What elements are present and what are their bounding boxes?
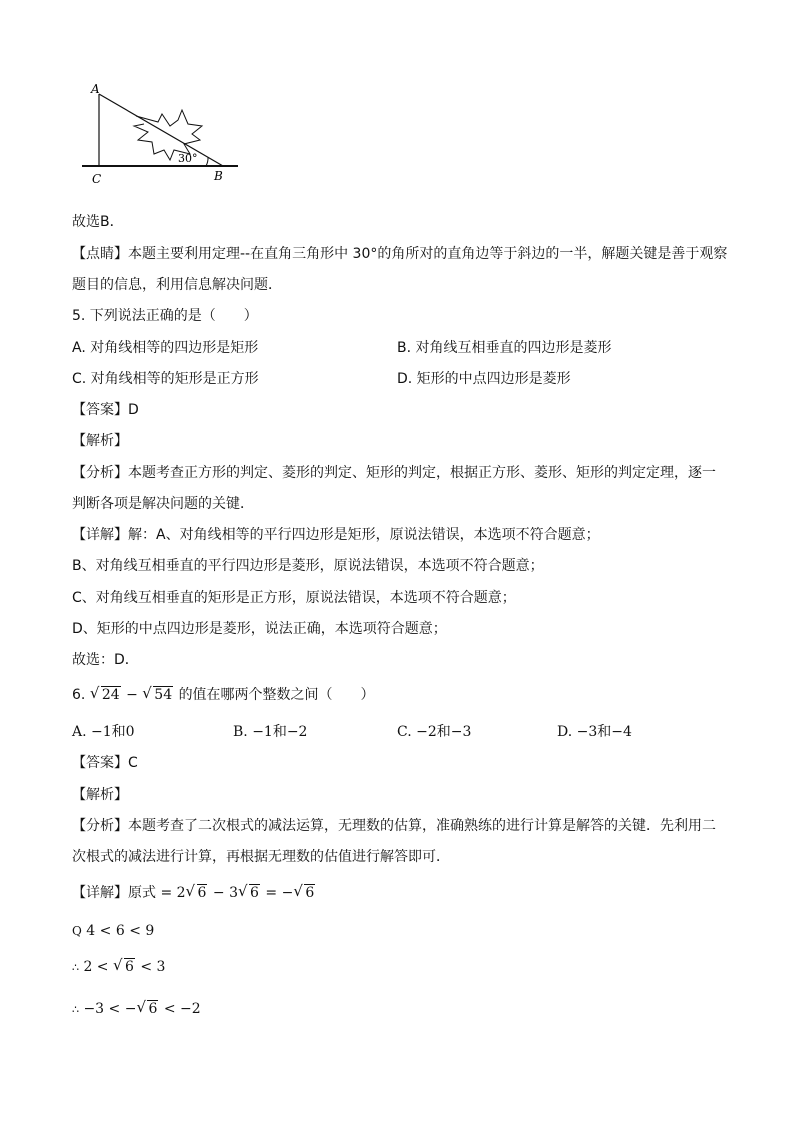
question-5: 5. 下列说法正确的是（ ） [72,308,258,324]
triangle-figure [78,80,248,190]
q6-answer: 【答案】C [72,755,138,771]
q6-analysis-2: 次根式的减法进行计算，再根据无理数的估值进行解答即可． [72,849,450,865]
q5-conclusion: 故选：D． [72,652,139,668]
therefore-symbol: ∴ [72,961,79,974]
q5-detail-1: 【详解】解：A、对角线相等的平行四边形是矩形，原说法错误，本选项不符合题意； [72,527,600,543]
q5-detail-2: B、对角线互相垂直的平行四边形是菱形，原说法错误，本选项不符合题意； [72,558,544,574]
conclusion-line: 故选B． [72,214,124,230]
radical-6d: √ 6 [113,956,134,975]
question-6 [72,686,375,704]
therefore-symbol-2: ∴ [72,1003,79,1016]
angle-label: 30° [178,152,198,165]
q6-text: 的值在哪两个整数之间（ ） [178,687,375,703]
q6-option-a: A. −1和0 [72,724,135,740]
label-a: A [91,82,100,96]
q6-number: 6. [72,687,86,703]
q5-analysis-1: 【分析】本题考查正方形的判定、菱形的判定、矩形的判定，根据正方形、菱形、矩形的判定定理，逐一 [72,465,716,481]
radical-6c: √ 6 [293,882,315,901]
q6-detail-4: ∴ −3 < − √ 6 < −2 [72,998,201,1017]
q5-option-b: B. 对角线互相垂直的四边形是菱形 [397,340,612,356]
q6-radical-2: √ 54 [142,684,173,703]
q6-option-d: D. −3和−4 [557,724,632,740]
q6-minus: − [126,687,138,703]
q6-option-b: B. −1和−2 [233,724,308,740]
radical-6e: √ 6 [136,998,158,1017]
q6-analysis-heading: 【解析】 [72,787,128,803]
q5-option-a: A. 对角线相等的四边形是矩形 [72,340,259,356]
q6-detail-3: ∴ 2 < √ 6 < 3 [72,956,166,975]
q5-detail-4: D、矩形的中点四边形是菱形，说法正确，本选项符合题意； [72,621,447,637]
angle-arc [206,157,208,166]
q5-option-d: D. 矩形的中点四边形是菱形 [397,371,571,387]
because-symbol: Q [72,924,82,938]
label-c: C [92,172,102,186]
comment-line-1: 【点睛】本题主要利用定理--在直角三角形中 30°的角所对的直角边等于斜边的一半，解题关键是善于观察 [72,246,728,262]
side-ab [99,94,223,166]
q6-analysis-1: 【分析】本题考查了二次根式的减法运算，无理数的估算，准确熟练的进行计算是解答的关键．先利用二 [72,818,716,834]
q5-analysis-heading: 【解析】 [72,433,128,449]
comment-line-2: 题目的信息，利用信息解决问题． [72,277,282,293]
label-b: B [214,169,223,183]
q5-detail-3: C、对角线互相垂直的矩形是正方形，原说法错误，本选项不符合题意； [72,590,516,606]
radical-6b: √ 6 [238,882,259,901]
q6-radical-1: √ 24 [89,684,120,703]
q6-detail-1: 【详解】原式 = 2 √ 6 − 3 √ 6 = − √ 6 [72,882,315,901]
q6-detail-2: Q 4 < 6 < 9 [72,923,155,939]
q6-option-c: C. −2和−3 [397,724,472,740]
q5-option-c: C. 对角线相等的矩形是正方形 [72,371,259,387]
q5-answer: 【答案】D [72,402,139,418]
radical-6a: √ 6 [185,882,207,901]
q5-analysis-2: 判断各项是解决问题的关键． [72,496,254,512]
